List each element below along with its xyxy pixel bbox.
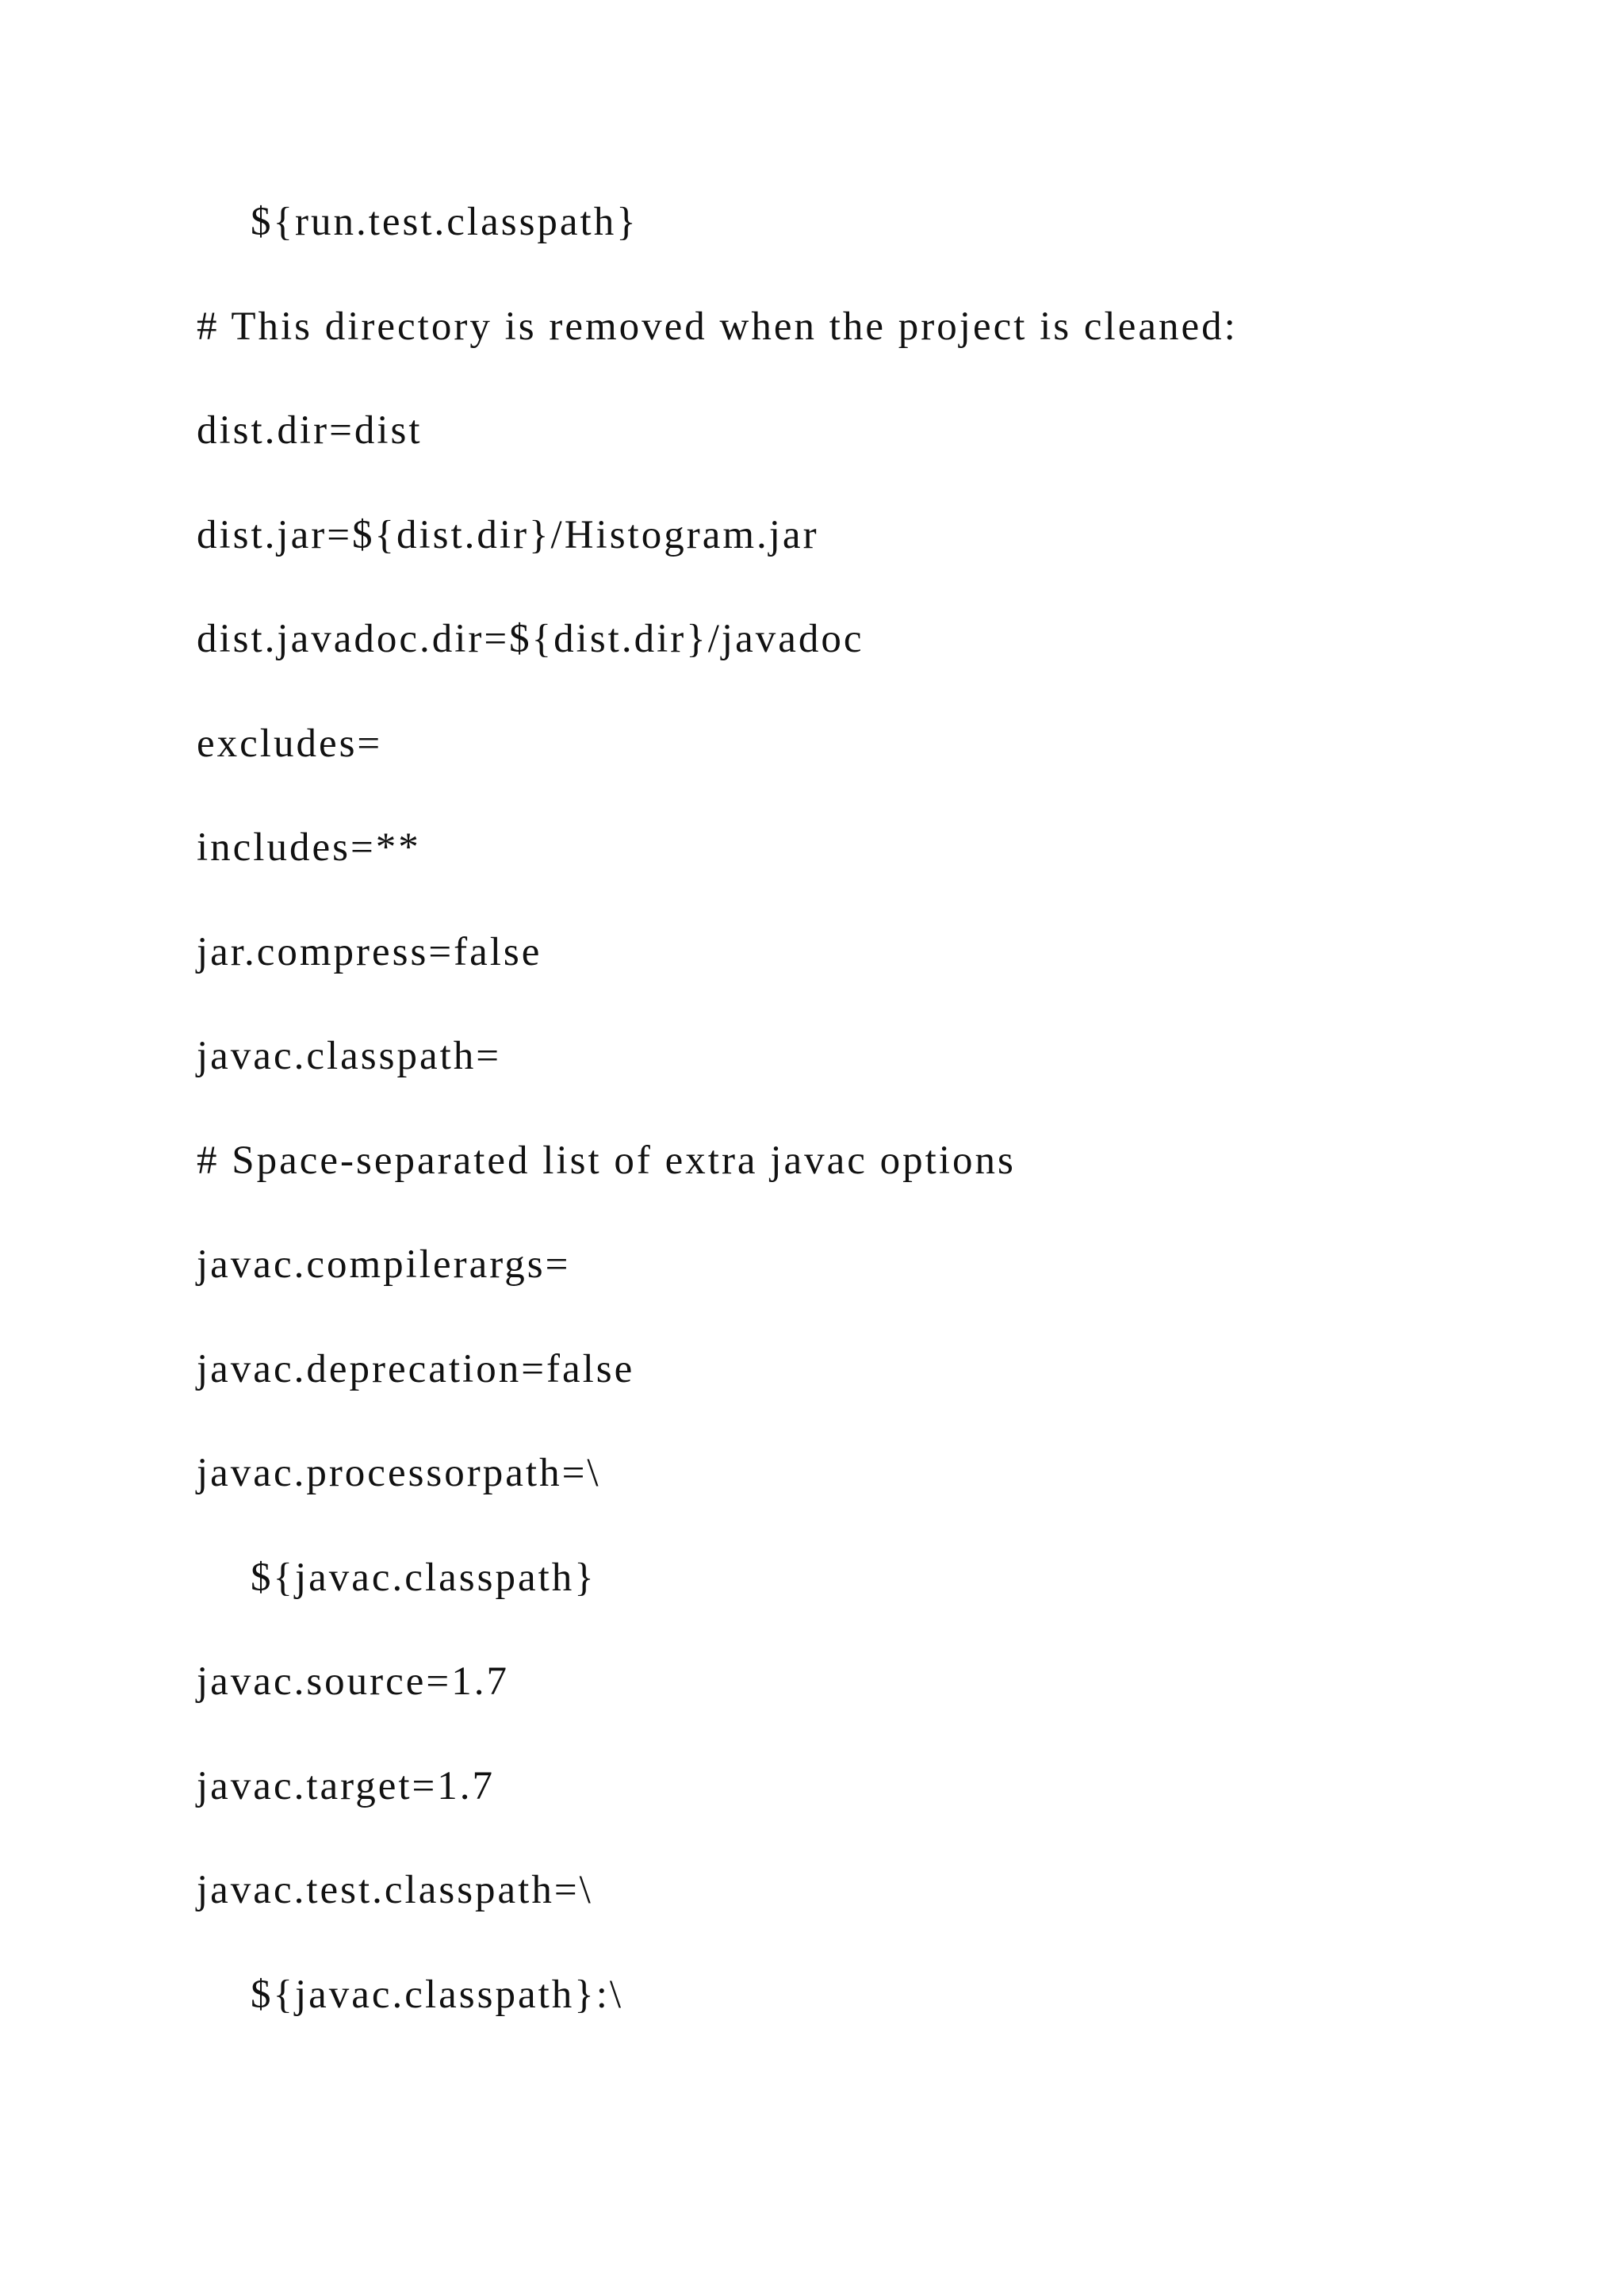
comment-line: # This directory is removed when the project is cleaned: [197,304,1238,349]
text-line: excludes= [197,721,383,766]
text-line: javac.processorpath=\ [197,1451,601,1495]
text-line: dist.jar=${dist.dir}/Histogram.jar [197,513,819,557]
text-line: jar.compress=false [197,930,542,974]
text-line: ${javac.classpath} [251,1556,596,1600]
text-line: javac.compilerargs= [197,1242,571,1287]
comment-line: # Space-separated list of extra javac options [197,1138,1016,1183]
text-line: javac.deprecation=false [197,1347,635,1391]
text-line: javac.target=1.7 [197,1764,496,1808]
text-line: javac.source=1.7 [197,1659,509,1704]
text-line: javac.classpath= [197,1034,502,1078]
text-line: includes=** [197,825,421,870]
text-line: dist.dir=dist [197,408,423,453]
text-line: ${javac.classpath}:\ [251,1973,624,2017]
text-line: ${run.test.classpath} [251,200,638,244]
text-line: javac.test.classpath=\ [197,1868,593,1912]
text-line: dist.javadoc.dir=${dist.dir}/javadoc [197,617,864,661]
